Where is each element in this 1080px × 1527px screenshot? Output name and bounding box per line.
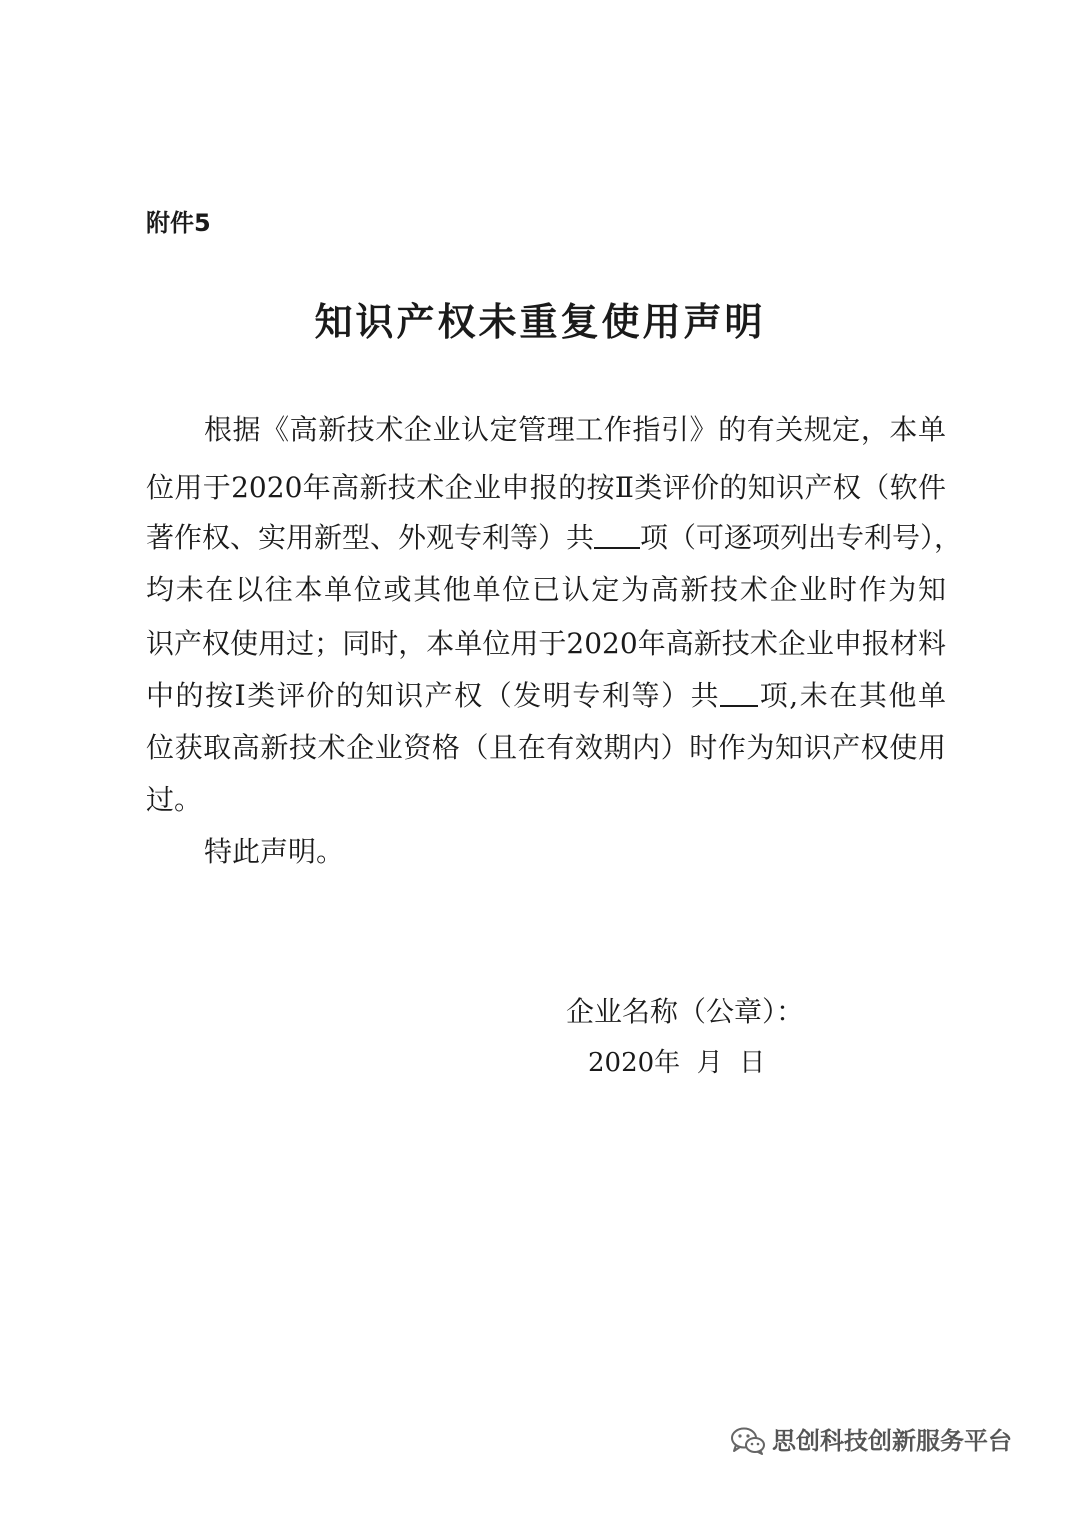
body-text: 识产权使用过；同时，本单位用于2020年高新技术企业申报材料 (146, 627, 946, 660)
body-line (146, 570, 946, 610)
body-line (146, 676, 946, 716)
document-title: 知识产权未重复使用声明 (314, 300, 766, 344)
body-text: 过。 (146, 783, 203, 816)
body-text: 根据《高新技术企业认定管理工作指引》的有关规定，本单 (204, 413, 946, 446)
body-text: 项（可逐项列出专利号）， (640, 521, 963, 554)
body-line (146, 780, 946, 820)
body-line (146, 518, 963, 558)
body-text: 项,未在其他单 (758, 679, 946, 712)
body-line (146, 728, 946, 768)
body-text: 著作权、实用新型、外观专利等）共 (146, 521, 595, 554)
closing-statement: 特此声明。 (204, 835, 345, 868)
body-text: 位获取高新技术企业资格（且在有效期内）时作为知识产权使用 (146, 731, 946, 764)
body-line (146, 624, 946, 664)
body-text: 中的按Ⅰ类评价的知识产权（发明专利等）共 (146, 679, 721, 712)
company-name-line: 企业名称（公章）： (566, 995, 805, 1028)
blank-underline (594, 521, 640, 549)
watermark-text: 思创科技创新服务平台 (772, 1427, 1012, 1455)
attachment-label: 附件5 (146, 209, 211, 237)
body-text: 均未在以往本单位或其他单位已认定为高新技术企业时作为知 (146, 573, 946, 606)
date-line: 2020年 月 日 (588, 1048, 766, 1078)
wechat-icon (730, 1426, 766, 1456)
body-text: 位用于2020年高新技术企业申报的按Ⅱ类评价的知识产权（软件 (146, 471, 946, 504)
blank-underline (720, 679, 758, 707)
body-line (146, 468, 946, 508)
watermark (730, 1425, 1012, 1457)
body-line (204, 410, 946, 450)
